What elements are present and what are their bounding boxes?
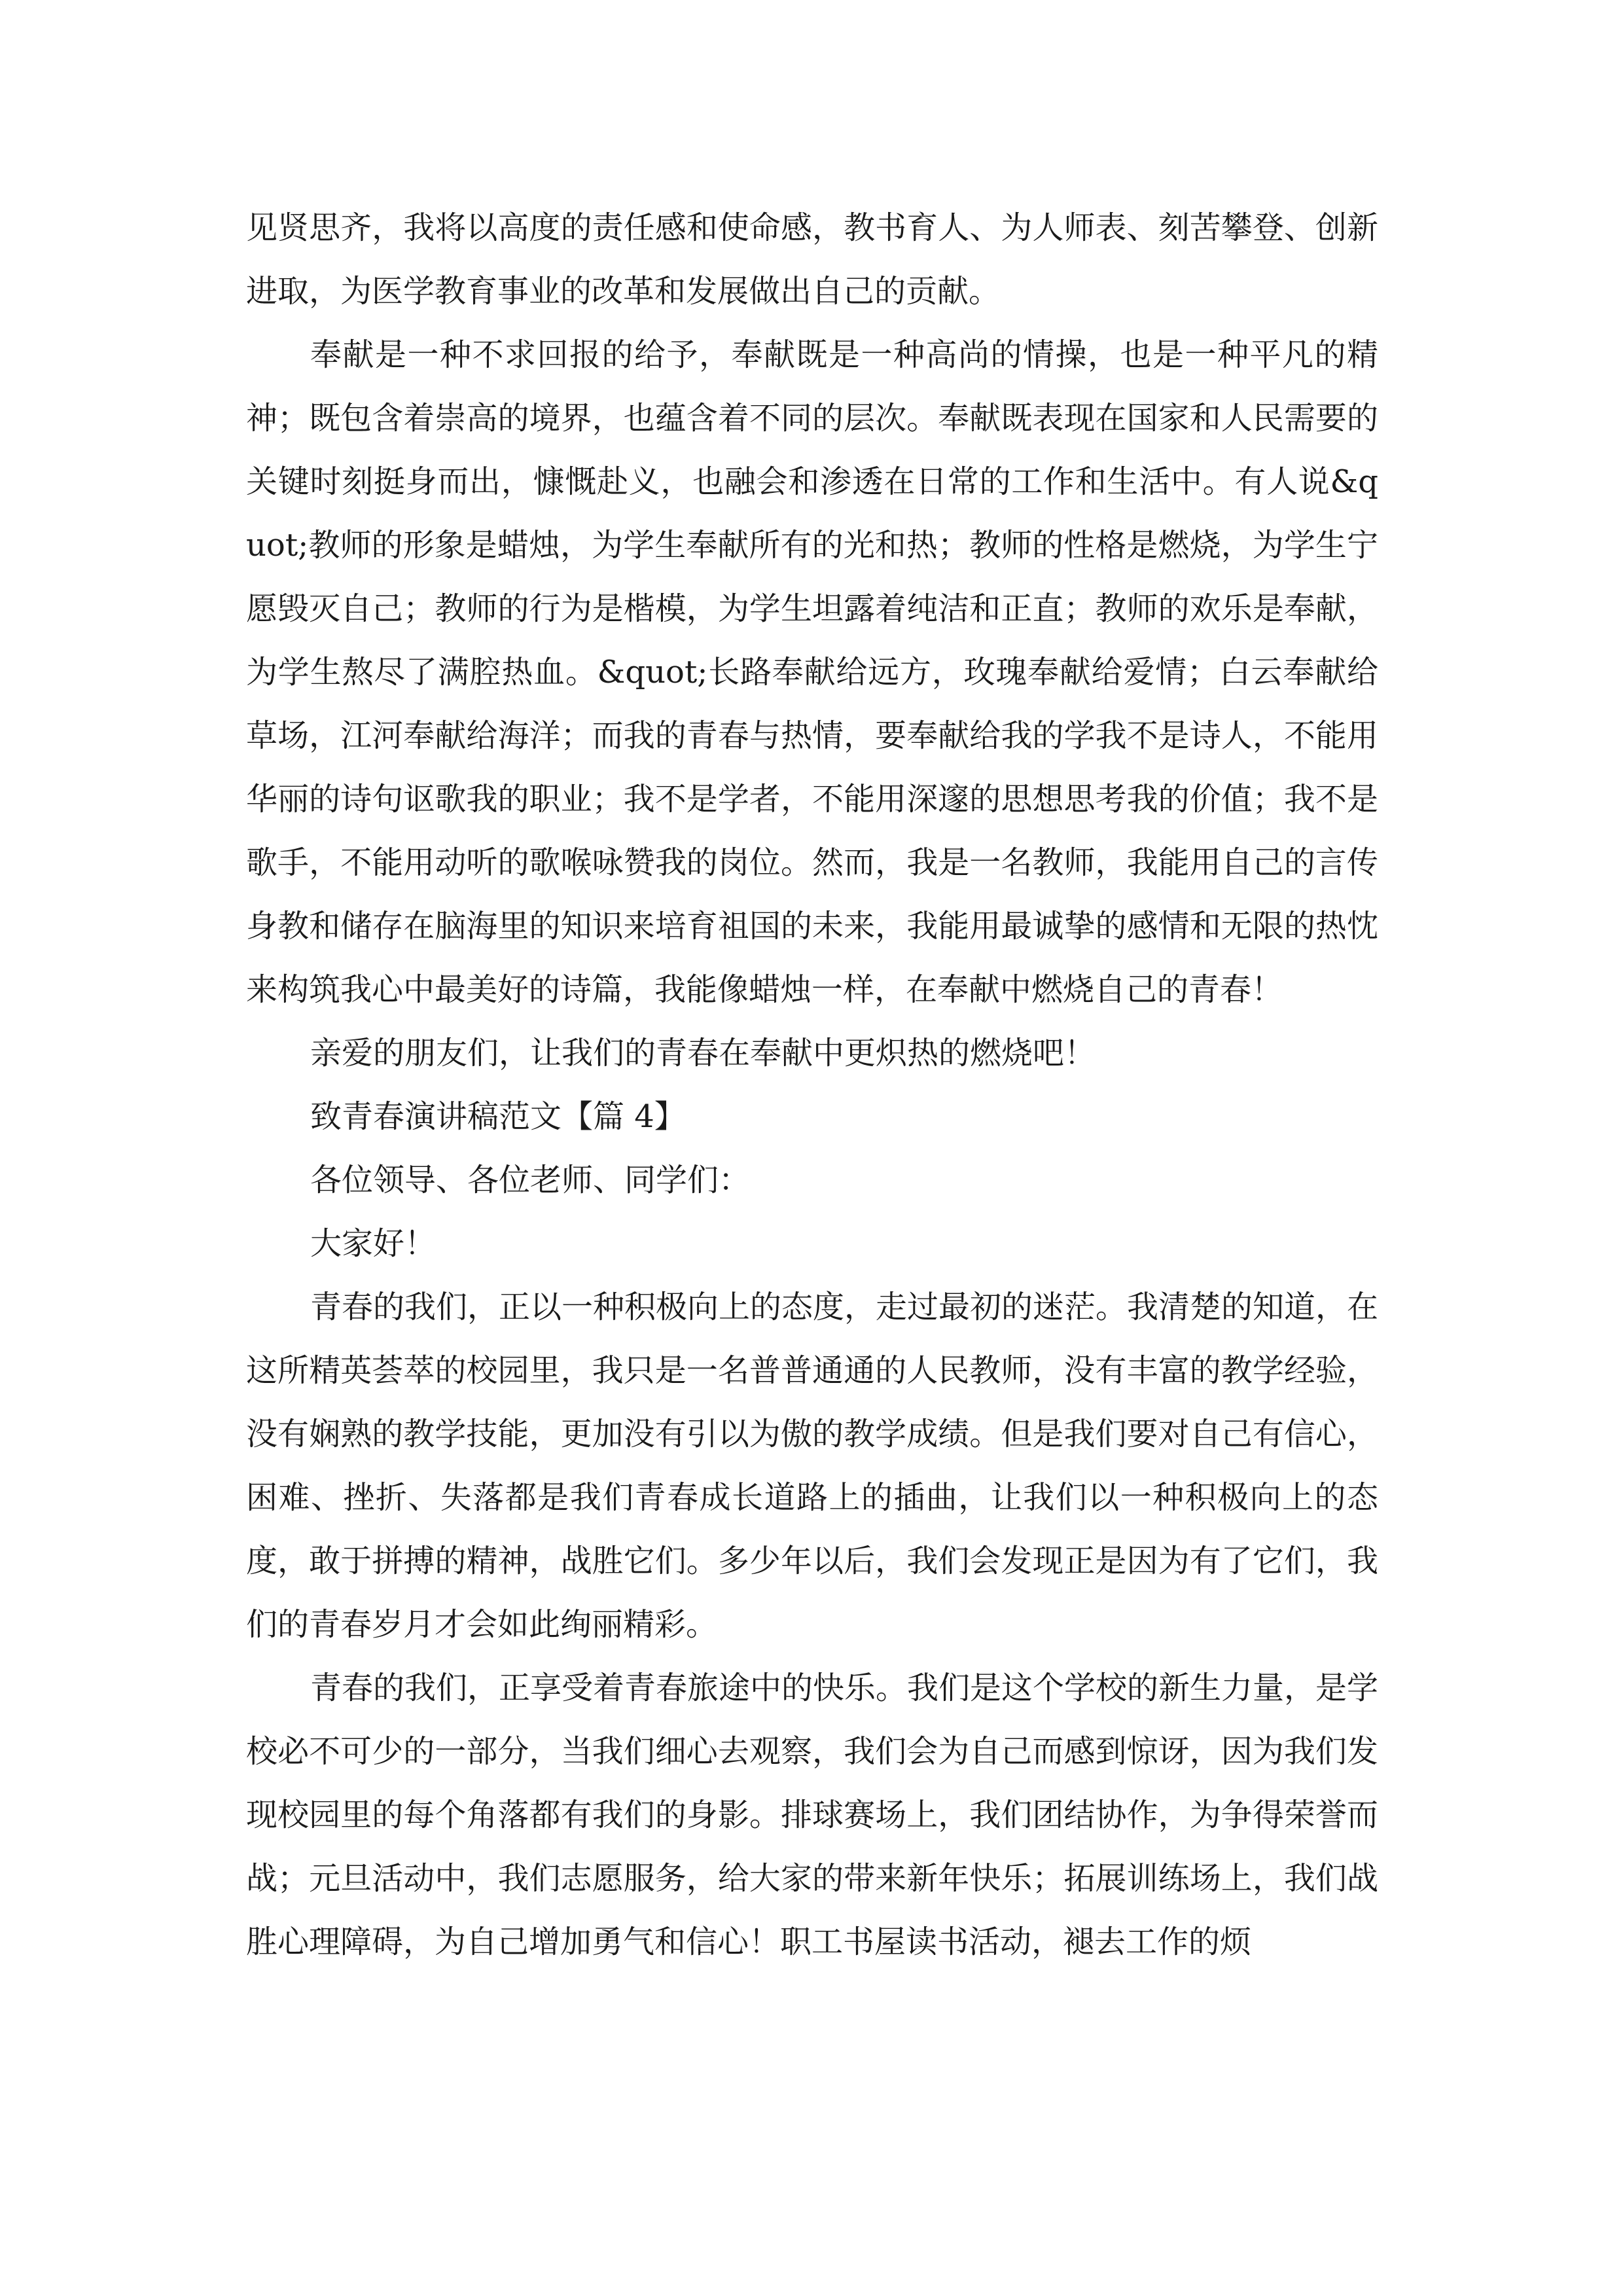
paragraph-7: 青春的我们，正以一种积极向上的态度，走过最初的迷茫。我清楚的知道，在这所精英荟萃的校园里，我只是一名普普通通的人民教师，没有丰富的教学经验，没有娴熟的教学技能，更加没有引以为傲的教学成绩。但是我们要对自己有信心，困难、挫折、失落都是我们青春成长道路上的插曲，让我们以一种积极向上的态度，敢于拼搏的精神，战胜它们。多少年以后，我们会发现正是因为有了它们，我们的青春岁月才会如此绚丽精彩。 — [246, 1289, 1379, 1643]
paragraph-2: 奉献是一种不求回报的给予，奉献既是一种高尚的情操，也是一种平凡的精神；既包含着崇高的境界，也蕴含着不同的层次。奉献既表现在国家和人民需要的关键时刻挺身而出，慷慨赴义，也融会和渗透在日常的工作和生活中。有人说&quot;教师的形象是蜡烛，为学生奉献所有的光和热；教师的性格是燃烧，为学生宁愿毁灭自己；教师的行为是楷模，为学生坦露着纯洁和正直；教师的欢乐是奉献，为学生熬尽了满腔热血。&quot;长路奉献给远方，玫瑰奉献给爱情；白云奉献给草场，江河奉献给海洋；而我的青春与热情，要奉献给我的学我不是诗人，不能用华丽的诗句讴歌我的职业；我不是学者，不能用深邃的思想思考我的价值；我不是歌手，不能用动听的歌喉咏赞我的岗位。然而，我是一名教师，我能用自己的言传身教和储存在脑海里的知识来培育祖国的未来，我能用最诚挚的感情和无限的热忱来构筑我心中最美好的诗篇，我能像蜡烛一样，在奉献中燃烧自己的青春！ — [246, 336, 1378, 1008]
paragraph-3: 亲爱的朋友们，让我们的青春在奉献中更炽热的燃烧吧！ — [310, 1035, 1096, 1071]
document-body — [246, 196, 1378, 1974]
section-heading: 致青春演讲稿范文【篇 4】 — [310, 1098, 686, 1135]
greeting: 大家好！ — [310, 1225, 437, 1262]
paragraph-8: 青春的我们，正享受着青春旅途中的快乐。我们是这个学校的新生力量，是学校必不可少的一部分，当我们细心去观察，我们会为自己而感到惊讶，因为我们发现校园里的每个角落都有我们的身影。排球赛场上，我们团结协作，为争得荣誉而战；元旦活动中，我们志愿服务，给大家的带来新年快乐；拓展训练场上，我们战胜心理障碍，为自己增加勇气和信心！职工书屋读书活动，褪去工作的烦 — [246, 1670, 1379, 1960]
paragraph-1: 见贤思齐，我将以高度的责任感和使命感，教书育人、为人师表、刻苦攀登、创新进取，为医学教育事业的改革和发展做出自己的贡献。 — [246, 209, 1378, 310]
salutation: 各位领导、各位老师、同学们： — [310, 1162, 751, 1198]
